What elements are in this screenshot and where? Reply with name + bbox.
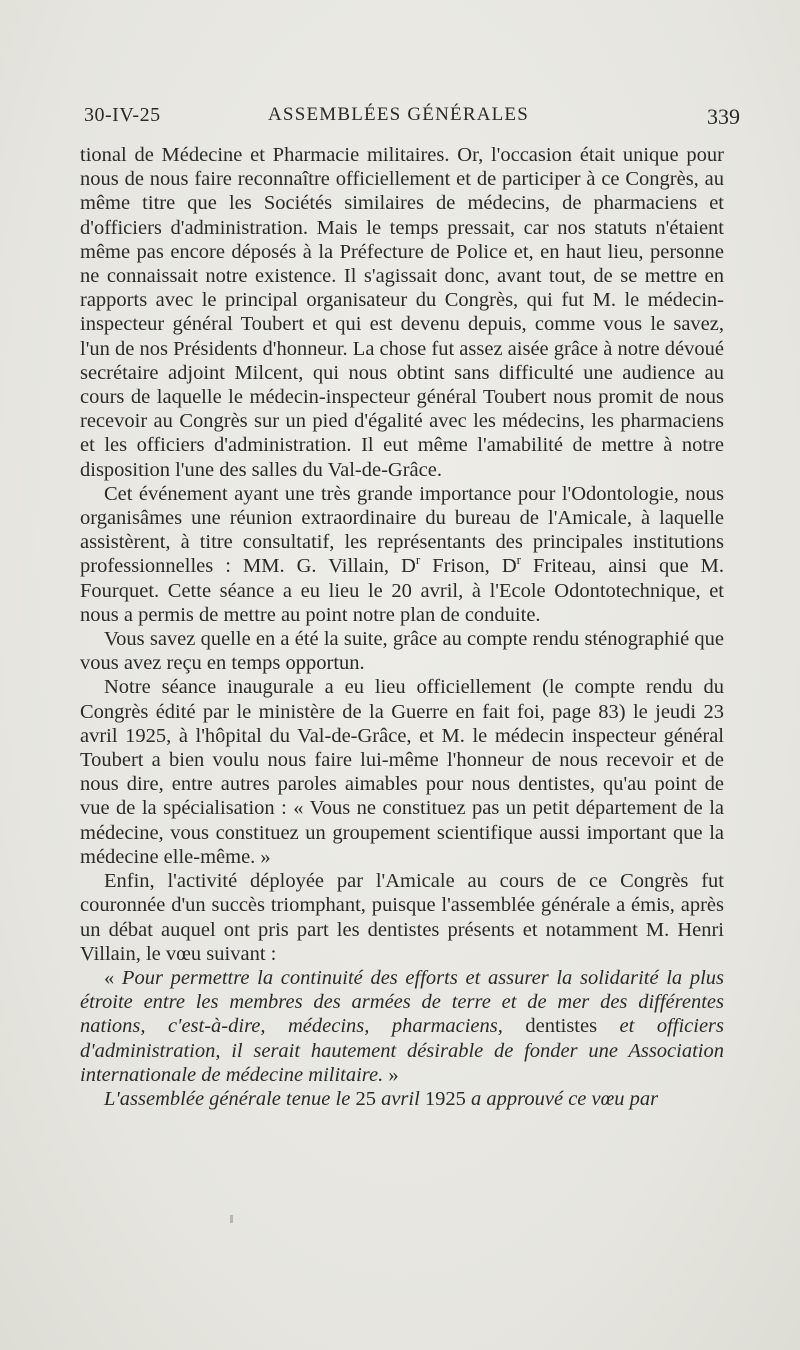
paragraph-7-day: 25	[355, 1087, 376, 1110]
paragraph-2	[80, 482, 724, 627]
quote-open: «	[104, 966, 122, 989]
quote-italic-part-1: Pour permettre la continuité des efforts et assurer la solidarité la plus étroite entre les membres des armées de terre et de mer des différentes nations, c'est-à-dire, médecins, pharmaciens,	[80, 966, 725, 1038]
paragraph-7	[80, 1087, 724, 1111]
paragraph-2-part-2: Frison, D	[420, 555, 517, 578]
paragraph-2-part-3: Friteau, ainsi que M. Fourquet. Cette séance a eu lieu le 20 avril, à l'Ecole Odontotechnique, et nous a permis de mettre au point notre plan de conduite.	[80, 555, 724, 626]
paragraph-7-italic-2: avril	[375, 1087, 425, 1110]
header-date: 30-IV-25	[84, 104, 161, 126]
paragraph-2-part-1: Cet événement ayant une très grande importance pour l'Odontologie, nous organisâmes une réunion extraordinaire du bureau de l'Amicale, à laquelle assistèrent, à titre consultatif, les représentants des principales institutions professionnelles : MM. G. Villain, D	[80, 482, 724, 578]
body-text	[80, 143, 724, 1111]
superscript-r-1: r	[415, 552, 421, 568]
running-header	[84, 100, 740, 134]
paragraph-3: Vous savez quelle en a été la suite, grâce au compte rendu sténographié que vous avez reçu en temps opportun.	[80, 628, 724, 675]
paragraph-1: tional de Médecine et Pharmacie militaires. Or, l'occasion était unique pour nous de nous faire reconnaître officiellement et de participer à ce Congrès, au même titre que les Sociétés similaires de médecins, de pharmaciens et d'officiers d'administration. Mais le temps pressait, car nos statuts n'étaient même pas encore déposés à la Préfecture de Police et, en haut lieu, personne ne connaissait notre existence. Il s'agissait donc, avant tout, de se mettre en rapports avec le principal organisateur du Congrès, qui fut M. le médecin-inspecteur général Toubert et qui est devenu depuis, comme vous le savez, l'un de nos Présidents d'honneur. La chose fut assez aisée grâce à notre dévoué secrétaire adjoint Milcent, qui nous obtint sans difficulté une audience au cours de laquelle le médecin-inspecteur général Toubert nous promit de nous recevoir au Congrès sur un pied d'égalité avec les médecins, les pharmaciens et les officiers d'administration. Il eut même l'amabilité de mettre à notre disposition l'une des salles du Val-de-Grâce.	[80, 144, 724, 481]
quote-close: »	[383, 1063, 399, 1086]
print-speck	[230, 1215, 233, 1223]
paragraph-6-quote	[80, 966, 724, 1087]
paragraph-5: Enfin, l'activité déployée par l'Amicale au cours de ce Congrès fut couronnée d'un succès triomphant, puisque l'assemblée générale a émis, après un débat auquel ont pris part les dentistes présents et notamment M. Henri Villain, le vœu suivant :	[80, 870, 724, 965]
paragraph-4: Notre séance inaugurale a eu lieu officiellement (le compte rendu du Congrès édité par le ministère de la Guerre en fait foi, page 83) le jeudi 23 avril 1925, à l'hôpital du Val-de-Grâce, et M. le médecin inspecteur général Toubert a bien voulu nous faire lui-même l'honneur de nous recevoir et de nous dire, entre autres paroles aimables pour nous dentistes, qu'au point de vue de la spécialisation : « Vous ne constituez pas un petit département de la médecine, vous constituez un groupement scientifique aussi important que la médecine elle-même. »	[80, 676, 724, 868]
superscript-r-2: r	[516, 552, 521, 568]
page-number: 339	[707, 104, 740, 129]
quote-roman-word: dentistes	[525, 1015, 598, 1038]
paragraph-7-italic-3: a approuvé ce vœu par	[465, 1087, 659, 1110]
paragraph-7-italic-1: L'assemblée générale tenue le	[104, 1087, 356, 1110]
quote-italic-part-2: et officiers d'administration, il serait hautement désirable de fonder une Association internationale de médecine militaire.	[80, 1015, 725, 1086]
header-section-title: ASSEMBLÉES GÉNÉRALES	[268, 104, 529, 125]
paragraph-7-year: 1925	[424, 1087, 466, 1110]
